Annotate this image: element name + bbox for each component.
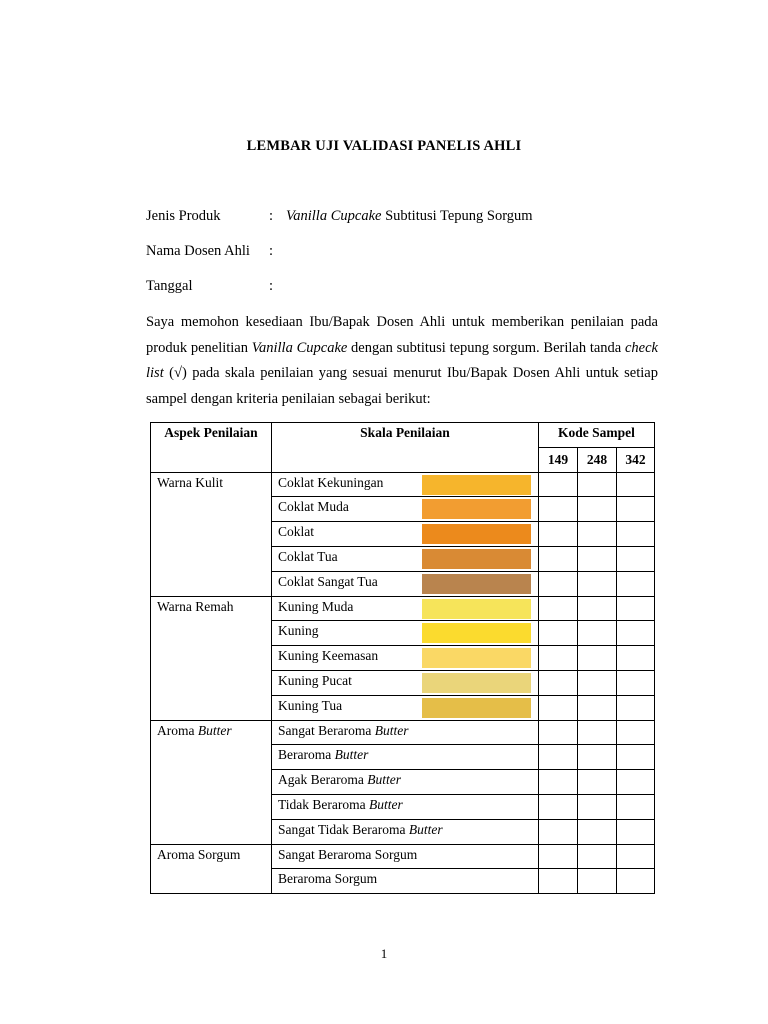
color-swatch — [422, 475, 531, 495]
color-swatch — [422, 599, 531, 619]
scale-label: Sangat Beraroma Sorgum — [278, 846, 418, 862]
sample-checkbox-cell-149[interactable] — [539, 695, 578, 720]
sample-checkbox-cell-149[interactable] — [539, 546, 578, 571]
sample-checkbox-cell-342[interactable] — [617, 670, 655, 695]
field-label: Tanggal — [146, 278, 193, 294]
color-swatch — [422, 648, 531, 668]
color-swatch — [422, 623, 531, 643]
page-number: 1 — [380, 946, 388, 961]
aspect-label: Warna Remah — [157, 598, 234, 614]
sample-checkbox-cell-248[interactable] — [578, 497, 617, 522]
color-swatch — [422, 574, 531, 594]
sample-checkbox-cell-342[interactable] — [617, 745, 655, 770]
scale-cell — [272, 546, 539, 571]
sample-checkbox-cell-149[interactable] — [539, 819, 578, 844]
header-code-149: 149 — [539, 447, 578, 472]
sample-checkbox-cell-342[interactable] — [617, 794, 655, 819]
scale-label: Coklat Tua — [278, 548, 338, 564]
sample-checkbox-cell-149[interactable] — [539, 745, 578, 770]
scale-label-italic: Butter — [369, 796, 403, 812]
scale-cell — [272, 621, 539, 646]
aspect-label: Aroma Sorgum — [157, 846, 241, 862]
intro-text-1: Saya memohon kesediaan Ibu/Bapak Dosen Ahli untuk memberikan penilaian pada produk penelitian — [146, 314, 658, 356]
sample-checkbox-cell-248[interactable] — [578, 869, 617, 894]
header-kode: Kode Sampel — [539, 423, 655, 448]
scale-label: Coklat Muda — [278, 499, 349, 515]
intro-text-3: (√) pada skala penilaian yang sesuai menurut Ibu/Bapak Dosen Ahli untuk setiap sampel dengan kriteria penilaian sebagai berikut: — [146, 365, 658, 407]
scale-cell — [272, 794, 539, 819]
scale-label: Kuning Tua — [278, 697, 343, 713]
sample-checkbox-cell-342[interactable] — [617, 869, 655, 894]
sample-checkbox-cell-149[interactable] — [539, 720, 578, 745]
field-value-italic: Vanilla Cupcake — [286, 208, 382, 224]
sample-checkbox-cell-248[interactable] — [578, 472, 617, 497]
field-colon: : — [269, 208, 274, 224]
aspect-cell — [151, 720, 272, 844]
aspect-cell — [151, 844, 272, 894]
sample-checkbox-cell-149[interactable] — [539, 522, 578, 547]
field-label: Nama Dosen Ahli — [146, 243, 250, 259]
color-swatch — [422, 524, 531, 544]
scale-cell — [272, 819, 539, 844]
table-row — [151, 720, 655, 745]
header-code-342: 342 — [617, 447, 655, 472]
scale-label: Coklat — [278, 524, 314, 540]
sample-checkbox-cell-342[interactable] — [617, 522, 655, 547]
scale-cell — [272, 571, 539, 596]
scale-cell — [272, 869, 539, 894]
scale-cell — [272, 695, 539, 720]
color-swatch — [422, 549, 531, 569]
sample-checkbox-cell-342[interactable] — [617, 596, 655, 621]
aspect-cell — [151, 472, 272, 596]
color-swatch — [422, 499, 531, 519]
sample-checkbox-cell-149[interactable] — [539, 794, 578, 819]
scale-label: Kuning Keemasan — [278, 648, 379, 664]
sample-checkbox-cell-342[interactable] — [617, 695, 655, 720]
sample-checkbox-cell-248[interactable] — [578, 646, 617, 671]
aspect-label: Aroma — [157, 722, 198, 738]
field-colon: : — [269, 243, 274, 259]
header-code-248: 248 — [578, 447, 617, 472]
sample-checkbox-cell-342[interactable] — [617, 571, 655, 596]
scale-label: Agak Beraroma — [278, 772, 368, 788]
sample-checkbox-cell-248[interactable] — [578, 571, 617, 596]
aspect-cell — [151, 596, 272, 720]
sample-checkbox-cell-248[interactable] — [578, 794, 617, 819]
field-value-rest: Subtitusi Tepung Sorgum — [381, 208, 533, 224]
color-swatch — [422, 698, 531, 718]
scale-cell — [272, 472, 539, 497]
color-swatch — [422, 673, 531, 693]
sample-checkbox-cell-248[interactable] — [578, 695, 617, 720]
scale-label-italic: Butter — [334, 747, 369, 763]
scale-label: Beraroma Sorgum — [278, 871, 378, 887]
scale-label-italic: Butter — [374, 722, 409, 738]
scale-label: Coklat Sangat Tua — [278, 573, 378, 589]
sample-checkbox-cell-149[interactable] — [539, 621, 578, 646]
scale-label-italic: Butter — [367, 772, 401, 788]
sample-checkbox-cell-342[interactable] — [617, 472, 655, 497]
sample-checkbox-cell-149[interactable] — [539, 646, 578, 671]
scale-cell — [272, 522, 539, 547]
sample-checkbox-cell-248[interactable] — [578, 670, 617, 695]
scale-label: Kuning — [278, 623, 319, 639]
scale-label: Kuning Muda — [278, 598, 354, 614]
scale-cell — [272, 745, 539, 770]
sample-checkbox-cell-149[interactable] — [539, 497, 578, 522]
scale-cell — [272, 596, 539, 621]
sample-checkbox-cell-248[interactable] — [578, 819, 617, 844]
field-value — [286, 206, 533, 226]
intro-text-2: dengan subtitusi tepung sorgum. Berilah tanda — [347, 339, 625, 356]
sample-checkbox-cell-248[interactable] — [578, 621, 617, 646]
sample-checkbox-cell-248[interactable] — [578, 720, 617, 745]
aspect-label-italic: Butter — [197, 722, 232, 738]
sample-checkbox-cell-248[interactable] — [578, 596, 617, 621]
sample-checkbox-cell-248[interactable] — [578, 522, 617, 547]
sample-checkbox-cell-149[interactable] — [539, 571, 578, 596]
scale-label: Tidak Beraroma — [278, 796, 369, 812]
intro-italic-2: check list — [146, 339, 658, 381]
scale-label: Sangat Tidak Beraroma — [278, 821, 409, 837]
scale-cell — [272, 770, 539, 795]
sample-checkbox-cell-342[interactable] — [617, 646, 655, 671]
sample-checkbox-cell-342[interactable] — [617, 770, 655, 795]
sample-checkbox-cell-342[interactable] — [617, 497, 655, 522]
header-skala: Skala Penilaian — [272, 423, 539, 473]
scale-cell — [272, 646, 539, 671]
assessment-table — [150, 422, 655, 894]
sample-checkbox-cell-248[interactable] — [578, 546, 617, 571]
sample-checkbox-cell-342[interactable] — [617, 844, 655, 869]
field-label: Jenis Produk — [146, 208, 221, 224]
sample-checkbox-cell-149[interactable] — [539, 844, 578, 869]
scale-cell — [272, 720, 539, 745]
sample-checkbox-cell-149[interactable] — [539, 670, 578, 695]
sample-checkbox-cell-149[interactable] — [539, 596, 578, 621]
table-row — [151, 472, 655, 497]
sample-checkbox-cell-248[interactable] — [578, 770, 617, 795]
sample-checkbox-cell-248[interactable] — [578, 844, 617, 869]
sample-checkbox-cell-342[interactable] — [617, 621, 655, 646]
scale-label: Kuning Pucat — [278, 672, 352, 688]
sample-checkbox-cell-342[interactable] — [617, 720, 655, 745]
scale-label: Sangat Beraroma — [278, 722, 375, 738]
intro-italic-1: Vanilla Cupcake — [251, 339, 348, 356]
document-title: LEMBAR UJI VALIDASI PANELIS AHLI — [246, 138, 522, 154]
sample-checkbox-cell-149[interactable] — [539, 770, 578, 795]
sample-checkbox-cell-248[interactable] — [578, 745, 617, 770]
scale-cell — [272, 844, 539, 869]
scale-cell — [272, 670, 539, 695]
scale-label: Coklat Kekuningan — [278, 474, 384, 490]
table-row — [151, 596, 655, 621]
sample-checkbox-cell-149[interactable] — [539, 869, 578, 894]
scale-label-italic: Butter — [408, 821, 443, 837]
sample-checkbox-cell-342[interactable] — [617, 819, 655, 844]
sample-checkbox-cell-149[interactable] — [539, 472, 578, 497]
aspect-label: Warna Kulit — [157, 474, 224, 490]
field-colon: : — [269, 278, 274, 294]
sample-checkbox-cell-342[interactable] — [617, 546, 655, 571]
scale-cell — [272, 497, 539, 522]
header-aspek: Aspek Penilaian — [151, 423, 272, 473]
scale-label: Beraroma — [278, 747, 335, 763]
instruction-paragraph — [146, 310, 658, 412]
table-row — [151, 844, 655, 869]
